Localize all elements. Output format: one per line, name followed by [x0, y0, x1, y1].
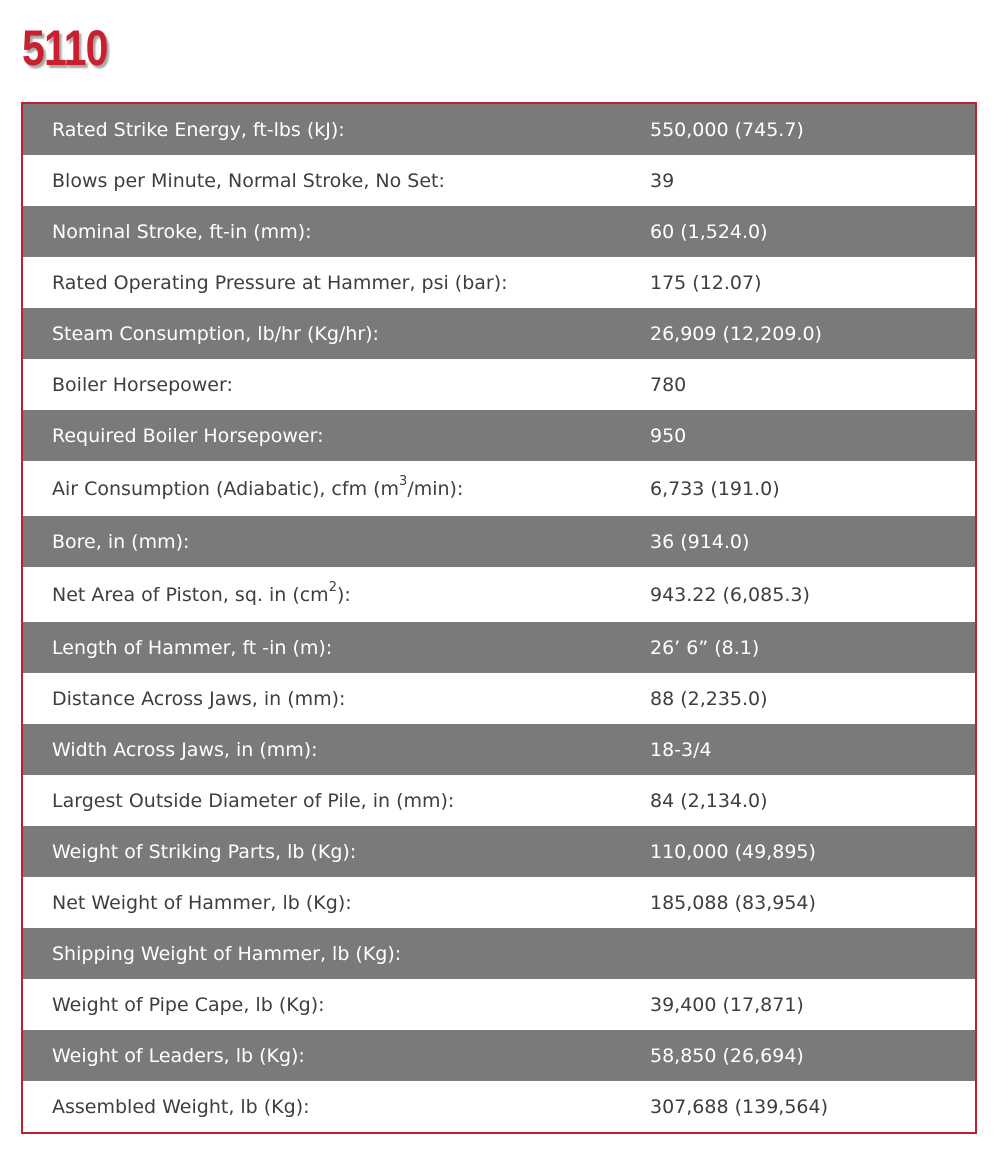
spec-label-text: Length of Hammer, ft -in (m): — [52, 636, 333, 659]
spec-row — [23, 979, 975, 1030]
spec-value: 39,400 (17,871) — [650, 993, 804, 1016]
spec-value: 307,688 (139,564) — [650, 1095, 829, 1118]
spec-value: 185,088 (83,954) — [650, 891, 816, 914]
spec-label-text: Net Area of Piston, sq. in (cm — [52, 583, 329, 606]
spec-value: 950 — [650, 424, 687, 447]
spec-label — [23, 994, 650, 1016]
spec-row — [23, 826, 975, 877]
spec-row — [23, 257, 975, 308]
spec-label — [23, 841, 650, 863]
spec-label — [23, 943, 650, 965]
spec-label-superscript: 2 — [328, 580, 337, 596]
spec-value: 110,000 (49,895) — [650, 840, 816, 863]
model-title: 5110 — [22, 20, 108, 76]
spec-label — [23, 323, 650, 345]
spec-row — [23, 359, 975, 410]
spec-label — [23, 221, 650, 243]
spec-label-superscript: 3 — [399, 474, 408, 490]
spec-value: 6,733 (191.0) — [650, 477, 780, 500]
spec-label-text: Assembled Weight, lb (Kg): — [52, 1095, 310, 1118]
spec-row — [23, 516, 975, 567]
spec-value: 550,000 (745.7) — [650, 118, 804, 141]
spec-value: 36 (914.0) — [650, 530, 750, 553]
spec-label — [23, 119, 650, 141]
spec-value: 175 (12.07) — [650, 271, 762, 294]
spec-row — [23, 567, 975, 622]
spec-value: 780 — [650, 373, 687, 396]
spec-label — [23, 474, 650, 500]
spec-label-text: Bore, in (mm): — [52, 530, 190, 553]
spec-label — [23, 425, 650, 447]
spec-row — [23, 877, 975, 928]
spec-label — [23, 688, 650, 710]
spec-label-text-after: ): — [336, 583, 351, 606]
spec-label-text: Required Boiler Horsepower: — [52, 424, 324, 447]
spec-table — [21, 102, 977, 1134]
spec-row — [23, 308, 975, 359]
spec-label — [23, 531, 650, 553]
spec-value: 26,909 (12,209.0) — [650, 322, 822, 345]
spec-label-text: Largest Outside Diameter of Pile, in (mm): — [52, 789, 455, 812]
spec-label — [23, 580, 650, 606]
spec-label-text: Width Across Jaws, in (mm): — [52, 738, 318, 761]
spec-label — [23, 1045, 650, 1067]
spec-label-text-after: /min): — [407, 477, 464, 500]
spec-value: 84 (2,134.0) — [650, 789, 768, 812]
spec-row — [23, 673, 975, 724]
spec-label-text: Weight of Striking Parts, lb (Kg): — [52, 840, 357, 863]
spec-value: 58,850 (26,694) — [650, 1044, 804, 1067]
spec-row — [23, 775, 975, 826]
spec-label — [23, 374, 650, 396]
spec-row — [23, 155, 975, 206]
spec-label-text: Shipping Weight of Hammer, lb (Kg): — [52, 942, 402, 965]
spec-label-text: Rated Strike Energy, ft-lbs (kJ): — [52, 118, 345, 141]
spec-label-text: Weight of Pipe Cape, lb (Kg): — [52, 993, 325, 1016]
spec-value: 18-3/4 — [650, 738, 712, 761]
spec-label — [23, 739, 650, 761]
spec-label-text: Weight of Leaders, lb (Kg): — [52, 1044, 305, 1067]
spec-label — [23, 170, 650, 192]
spec-row — [23, 622, 975, 673]
spec-label — [23, 892, 650, 914]
spec-row — [23, 410, 975, 461]
spec-row — [23, 206, 975, 257]
spec-row — [23, 724, 975, 775]
spec-label-text: Blows per Minute, Normal Stroke, No Set: — [52, 169, 445, 192]
spec-row — [23, 928, 975, 979]
spec-label-text: Rated Operating Pressure at Hammer, psi (bar): — [52, 271, 508, 294]
spec-label — [23, 790, 650, 812]
spec-value: 26’ 6” (8.1) — [650, 636, 760, 659]
spec-label — [23, 272, 650, 294]
spec-label — [23, 637, 650, 659]
spec-label-text: Steam Consumption, lb/hr (Kg/hr): — [52, 322, 379, 345]
spec-value: 943.22 (6,085.3) — [650, 583, 810, 606]
spec-label-text: Net Weight of Hammer, lb (Kg): — [52, 891, 352, 914]
spec-label-text: Boiler Horsepower: — [52, 373, 233, 396]
spec-value: 88 (2,235.0) — [650, 687, 768, 710]
spec-value: 39 — [650, 169, 675, 192]
spec-row — [23, 104, 975, 155]
spec-label-text: Air Consumption (Adiabatic), cfm (m — [52, 477, 400, 500]
spec-row — [23, 1030, 975, 1081]
spec-label — [23, 1096, 650, 1118]
spec-value: 60 (1,524.0) — [650, 220, 768, 243]
spec-label-text: Distance Across Jaws, in (mm): — [52, 687, 346, 710]
spec-label-text: Nominal Stroke, ft-in (mm): — [52, 220, 312, 243]
spec-row — [23, 461, 975, 516]
spec-row — [23, 1081, 975, 1132]
